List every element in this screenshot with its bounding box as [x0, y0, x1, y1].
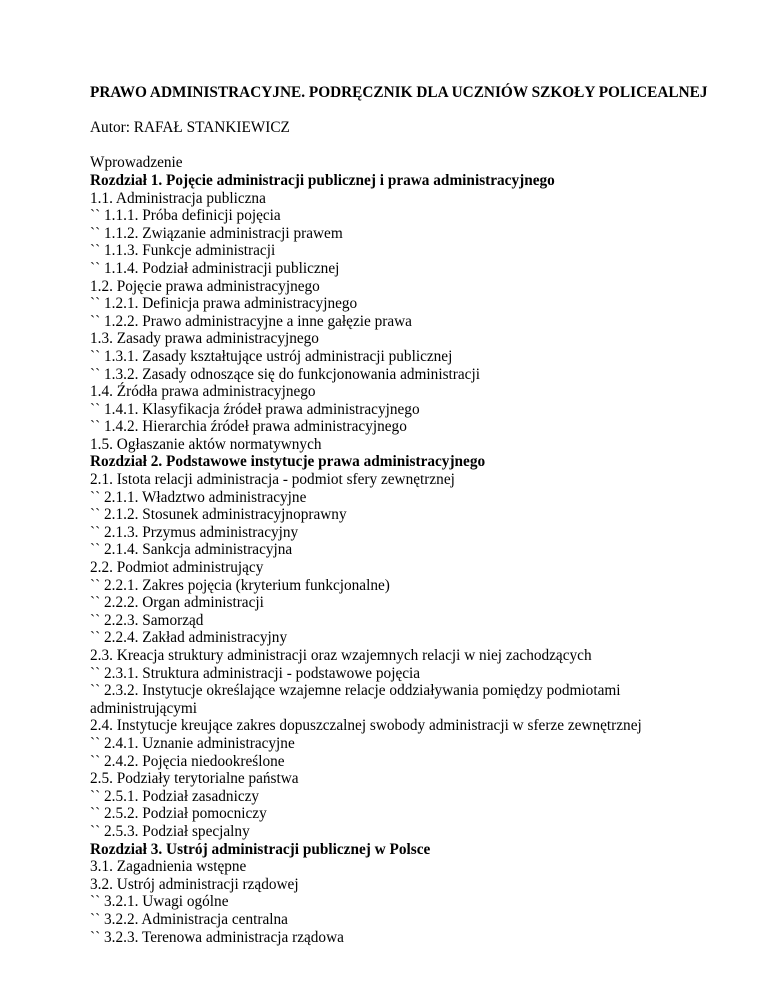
- toc-chapter-heading: Rozdział 1. Pojęcie administracji publicznej i prawa administracyjnego: [90, 171, 555, 189]
- toc-entry: 2.1. Istota relacji administracja - podmiot sfery zewnętrznej: [90, 471, 455, 489]
- toc-entry: 3.1. Zagadnienia wstępne: [90, 858, 247, 876]
- toc-chapter-heading: Rozdział 3. Ustrój administracji publicznej w Polsce: [90, 840, 431, 858]
- toc-entry: `` 2.2.1. Zakres pojęcia (kryterium funkcjonalne): [90, 576, 390, 594]
- toc-entry: `` 1.4.1. Klasyfikacja źródeł prawa administracyjnego: [90, 400, 420, 418]
- toc-entry: `` 1.1.3. Funkcje administracji: [90, 242, 276, 260]
- toc-entry: `` 3.2.3. Terenowa administracja rządowa: [90, 928, 344, 946]
- toc-entry: `` 2.3.1. Struktura administracji - podstawowe pojęcia: [90, 664, 421, 682]
- toc-entry: `` 1.1.2. Związanie administracji prawem: [90, 224, 343, 242]
- table-of-contents: [90, 154, 728, 946]
- toc-entry: 2.2. Podmiot administrujący: [90, 559, 264, 577]
- toc-entry: 1.2. Pojęcie prawa administracyjnego: [90, 277, 320, 295]
- toc-entry: `` 3.2.1. Uwagi ogólne: [90, 893, 229, 911]
- toc-entry: `` 1.1.1. Próba definicji pojęcia: [90, 207, 281, 225]
- toc-entry: `` 1.2.1. Definicja prawa administracyjnego: [90, 295, 358, 313]
- toc-entry: `` 2.1.1. Władztwo administracyjne: [90, 488, 307, 506]
- toc-entry: `` 2.5.3. Podział specjalny: [90, 822, 250, 840]
- document-title: PRAWO ADMINISTRACYJNE. PODRĘCZNIK DLA UCZNIÓW SZKOŁY POLICEALNEJ: [90, 84, 708, 101]
- toc-entry: 2.5. Podziały terytorialne państwa: [90, 770, 299, 788]
- toc-entry: 1.5. Ogłaszanie aktów normatywnych: [90, 435, 322, 453]
- toc-entry: 1.4. Źródła prawa administracyjnego: [90, 383, 316, 401]
- toc-entry: 2.4. Instytucje kreujące zakres dopuszczalnej swobody administracji w sferze zewnętrznej: [90, 717, 642, 735]
- toc-entry: `` 2.5.1. Podział zasadniczy: [90, 787, 260, 805]
- toc-entry: 2.3. Kreacja struktury administracji oraz wzajemnych relacji w niej zachodzących: [90, 647, 592, 664]
- toc-entry: 1.3. Zasady prawa administracyjnego: [90, 330, 319, 348]
- toc-entry: `` 2.1.4. Sankcja administracyjna: [90, 541, 293, 559]
- toc-entry: `` 1.4.2. Hierarchia źródeł prawa administracyjnego: [90, 418, 407, 436]
- document-author: Autor: RAFAŁ STANKIEWICZ: [90, 119, 290, 137]
- toc-entry: `` 2.2.2. Organ administracji: [90, 594, 264, 612]
- toc-entry: Wprowadzenie: [90, 154, 183, 172]
- toc-entry: `` 2.5.2. Podział pomocniczy: [90, 805, 267, 823]
- toc-entry: `` 2.4.1. Uznanie administracyjne: [90, 734, 295, 752]
- toc-chapter-heading: Rozdział 2. Podstawowe instytucje prawa administracyjnego: [90, 453, 486, 471]
- toc-entry: `` 2.2.4. Zakład administracyjny: [90, 629, 288, 647]
- toc-entry: 3.2. Ustrój administracji rządowej: [90, 875, 299, 893]
- toc-entry: `` 2.3.2. Instytucje określające wzajemne relacje oddziaływania pomiędzy podmiotami administrującymi: [90, 682, 621, 717]
- toc-entry: `` 2.4.2. Pojęcia niedookreślone: [90, 752, 285, 770]
- toc-entry: `` 1.3.1. Zasady kształtujące ustrój administracji publicznej: [90, 347, 453, 365]
- toc-entry: `` 1.1.4. Podział administracji publicznej: [90, 259, 340, 277]
- toc-entry: `` 3.2.2. Administracja centralna: [90, 910, 288, 928]
- toc-entry: `` 2.1.2. Stosunek administracyjnoprawny: [90, 506, 347, 524]
- toc-entry: `` 2.2.3. Samorząd: [90, 611, 204, 629]
- toc-entry: 1.1. Administracja publiczna: [90, 189, 266, 207]
- toc-entry: `` 1.3.2. Zasady odnoszące się do funkcjonowania administracji: [90, 365, 480, 383]
- toc-entry: `` 2.1.3. Przymus administracyjny: [90, 523, 299, 541]
- toc-entry: `` 1.2.2. Prawo administracyjne a inne gałęzie prawa: [90, 312, 412, 330]
